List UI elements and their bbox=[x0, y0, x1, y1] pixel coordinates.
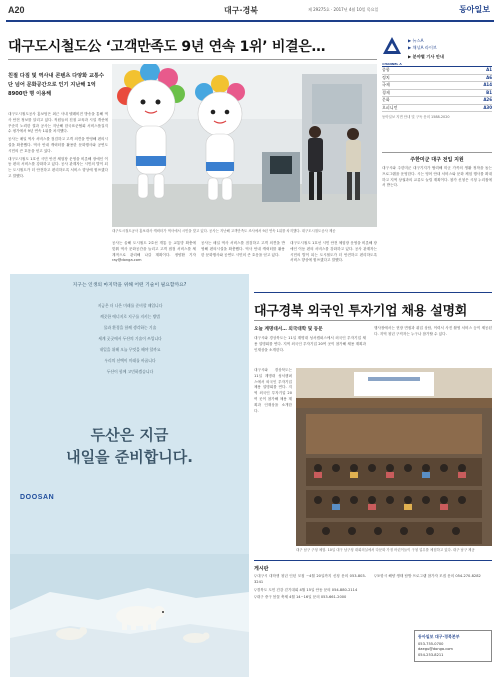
ad-slogan-1: 두산은 지금 bbox=[90, 426, 169, 444]
index-row[interactable] bbox=[382, 75, 492, 83]
index-row[interactable] bbox=[382, 105, 492, 113]
contact-title: 동아일보 대구·경북본부 bbox=[418, 634, 460, 639]
notice-col-1 bbox=[254, 574, 366, 601]
notice-col-2 bbox=[374, 574, 492, 580]
article-paragraph: 공사는 올해 도시철도 2호선 개통 등 교통망 확충에 맞춰 역사 문화공간을 늘리고 고객 접점 서비스를 체계적으로 관리해 나갈 계획이다. 정양환 기자 ray@donga.com bbox=[112, 241, 196, 263]
index-row-label: 종합 bbox=[382, 67, 390, 72]
article-paragraph: 공사는 매일 역사 서비스를 점검하고 고객 의견을 반영해 편의시설을 확충했다. 역사 안내 캐릭터를 활용한 문화행사와 공연도 시민의 큰 호응을 얻고 있다. bbox=[201, 241, 285, 257]
index-links bbox=[408, 38, 492, 60]
sidebar-body: 대구시와 주한미군 대구기지가 협력해 미군 가족의 생활 정착을 돕는 프로그램을 운영한다. 시는 영어 안내 서비스와 문화 체험 행사를 확대하고 지역 상권과의 교류도 늘릴 계획이다. 참가 신청은 시청 누리집에서 받는다. bbox=[382, 166, 492, 188]
doosan-advertisement[interactable] bbox=[10, 274, 249, 677]
notice-board bbox=[254, 560, 492, 678]
ad-question: 우리의 선택이 미래를 바꿉니다 bbox=[104, 358, 156, 363]
sidebar-rule bbox=[382, 152, 492, 153]
article-body-col-2 bbox=[112, 241, 196, 264]
article-paragraph: 대구도시철도 1호선 시민 안전 체험장 운영을 비롯해 장애인 이동 편의 서비스를 강화하고 있다. 공사 관계자는 시민의 발이 되는 도시철도가 더 안전하고 편리하도록 서비스 향상에 힘쓰겠다고 말했다. bbox=[290, 241, 377, 263]
masthead bbox=[0, 0, 500, 22]
index-row[interactable] bbox=[382, 82, 492, 90]
ad-slogan-2: 내일을 준비합니다. bbox=[66, 448, 193, 466]
index-link[interactable]: ▶ 채널A 라이브 bbox=[408, 45, 437, 50]
article2-body-col-1 bbox=[254, 336, 366, 353]
contact-box bbox=[414, 630, 492, 662]
article-body-col-4 bbox=[290, 241, 377, 264]
article2-headline: 대구경북 외국인 투자기업 채용 설명회 bbox=[254, 304, 468, 319]
notice-item: ▽대구 중구 봄꽃 축제 4월 14~16일 문의 053-661-2000 bbox=[254, 595, 347, 600]
council-hall-illustration bbox=[296, 368, 492, 546]
article-deck: 친절 다짐 및 역사내 콘텐츠 다양화 교통수단 넘어 문화공간으로 인기 지난해 1억8900만 명 이용해 bbox=[8, 73, 105, 97]
channel-a-logo bbox=[382, 36, 402, 66]
index-row-page: A30 bbox=[483, 104, 492, 110]
article-paragraph: 대구도시철도 1호선 시민 안전 체험장 운영을 비롯해 장애인 이동 편의 서비스를 강화하고 있다. 공사 관계자는 시민의 발이 되는 도시철도가 더 안전하고 편리하도록 서비스 향상에 힘쓰겠다고 말했다. bbox=[8, 156, 108, 178]
article-body-col-1 bbox=[8, 112, 108, 180]
mascot-photo-illustration bbox=[112, 64, 377, 227]
index-row-page: A6 bbox=[486, 74, 492, 80]
index-row-label: 문화 bbox=[382, 97, 390, 102]
notice-item: ▽포항시 해양 생태 탐방 프로그램 참가자 모집 문의 054-270-8282 bbox=[374, 574, 481, 578]
doosan-logo: DOOSAN bbox=[20, 494, 55, 501]
sidebar-title: 주한미군 대구 전입 지원 bbox=[410, 157, 464, 163]
contact-line: 053-755-0700 bbox=[418, 642, 444, 646]
headline-rule bbox=[8, 59, 377, 60]
polar-bear-ice-illustration bbox=[10, 554, 249, 677]
ad-question: 두산이 함께 고민하겠습니다 bbox=[106, 369, 154, 374]
index-row[interactable] bbox=[382, 97, 492, 105]
index-row-label: 경제 bbox=[382, 89, 390, 95]
article2-photo bbox=[296, 368, 492, 546]
notice-item: ▽경북도 도민 건강 걷기대회 4월 15일 안동 문의 054-880-2114 bbox=[254, 587, 358, 592]
article2-side-col bbox=[254, 368, 292, 414]
article2-caption: 대구 남구 구청 체험. 10일 대구 남구청 대회의실에서 다문화 가정 어린이들이 구청 업무를 체험하고 있다. 대구 남구 제공 bbox=[296, 548, 475, 552]
article-paragraph: 행사장에서는 현장 면접과 취업 상담, 이력서 사진 촬영 서비스 등이 제공된다. 지역 청년 구직자는 누구나 참가할 수 있다. bbox=[374, 326, 492, 336]
index-row-label: 국제 bbox=[382, 82, 390, 87]
ad-question: 물과 환경을 함께 생각하는 기술 bbox=[103, 325, 157, 330]
article-paragraph: 대구시와 경상북도는 11일 계명대 성서캠퍼스에서 외국인 투자기업 채용 설명회를 연다. 지역 외국인 투자기업 20여 곳이 참가해 채용 계획과 인재상을 소개한다. bbox=[254, 336, 366, 352]
sidebar-story bbox=[382, 156, 492, 189]
channel-a-icon bbox=[382, 36, 402, 62]
article2-body-col-2 bbox=[374, 326, 492, 338]
ad-question: 깨끗한 에너지로 지구를 지키는 방법 bbox=[100, 314, 160, 319]
article-paragraph: 대구시와 경상북도는 11일 계명대 성서캠퍼스에서 외국인 투자기업 채용 설명회를 연다. 지역 외국인 투자기업 20여 곳이 참가해 채용 계획과 인재상을 소개한다. bbox=[254, 368, 292, 413]
notice-title: 게시판 bbox=[254, 565, 269, 572]
article2-rule bbox=[254, 320, 492, 321]
article2-subhead: 오늘 계명대서… 외국대학 및 동문 bbox=[254, 327, 323, 332]
article-paragraph: 공사는 매일 역사 서비스를 점검하고 고객 의견을 반영해 편의시설을 확충했다. 역사 안내 캐릭터를 활용한 문화행사와 공연도 시민의 큰 호응을 얻고 있다. bbox=[8, 137, 108, 153]
ad-question: 내일을 위해 오늘 무엇을 해야 할까요 bbox=[99, 347, 161, 352]
index-note: 동아일보 지면 안내 및 구독 문의 1588-2020 bbox=[382, 115, 450, 119]
masthead-rule bbox=[6, 20, 494, 22]
index-row-label: 정치 bbox=[382, 74, 390, 80]
ad-top-line: 지구는 인생의 마지막을 위해 어떤 기술이 필요할까요? bbox=[72, 283, 187, 288]
index-row-page: A26 bbox=[483, 97, 492, 102]
article-headline: 대구도시철도公 ‘고객만족도 9년 연속 1위’ 비결은… bbox=[8, 39, 326, 55]
contact-line[interactable]: daegu@donga.com bbox=[418, 647, 453, 652]
index-row-page: A14 bbox=[483, 82, 492, 87]
index-row[interactable] bbox=[382, 90, 492, 98]
index-row[interactable] bbox=[382, 67, 492, 75]
article-photo bbox=[112, 64, 377, 227]
newspaper-brand: 동아일보 bbox=[459, 5, 490, 14]
page-number: A20 bbox=[8, 5, 25, 15]
index-link[interactable]: ▶ 뉴스A bbox=[408, 38, 424, 43]
index-row-page: B1 bbox=[486, 89, 492, 95]
section-name: 대구·경북 bbox=[224, 6, 258, 15]
ad-question: 지금은 더 나은 미래를 준비할 때입니다 bbox=[97, 303, 163, 308]
ad-question-list bbox=[40, 300, 220, 377]
contact-line: 054-253-8211 bbox=[418, 652, 444, 657]
ad-question: 세계 곳곳에서 두산의 기술이 쓰입니다 bbox=[98, 336, 162, 341]
issue-info: 제 29275호 · 2017년 4월 10일 목요일 bbox=[308, 7, 379, 12]
channel-a-label: CHANNEL A bbox=[382, 62, 402, 66]
article-paragraph: 대구도시철도공사 홍보팀은 최근 사내 텔레비전 방송을 통해 역사 안전 정보를 알리고 있다. 직원들의 친절 교육과 시설 개선에 꾸준히 노력한 결과 공사는 지난해 한국표준협회 서비스품질지수 평가에서 9년 연속 1위를 차지했다. bbox=[8, 112, 108, 134]
article2-top-rule bbox=[254, 292, 492, 293]
photo-caption: 대구도시철도공사 홍보대사 캐릭터가 역사에서 시민을 맞고 있다. 공사는 지난해 고객만족도 조사에서 9년 연속 1위를 차지했다. 대구도시철도공사 제공 bbox=[112, 229, 336, 233]
index-link[interactable]: ▶ 분야별 기사 안내 bbox=[408, 54, 444, 59]
index-row-page: A1 bbox=[486, 67, 492, 72]
index-row-label: 오피니언 bbox=[382, 104, 398, 110]
index-table bbox=[382, 66, 492, 120]
article-body-col-3 bbox=[201, 241, 285, 258]
notice-top-rule bbox=[254, 560, 492, 561]
notice-item: ▽대구시 대학생 청년 인턴 모집 ~4월 20일까지 신청 문의 053-803-3241 bbox=[254, 574, 366, 584]
